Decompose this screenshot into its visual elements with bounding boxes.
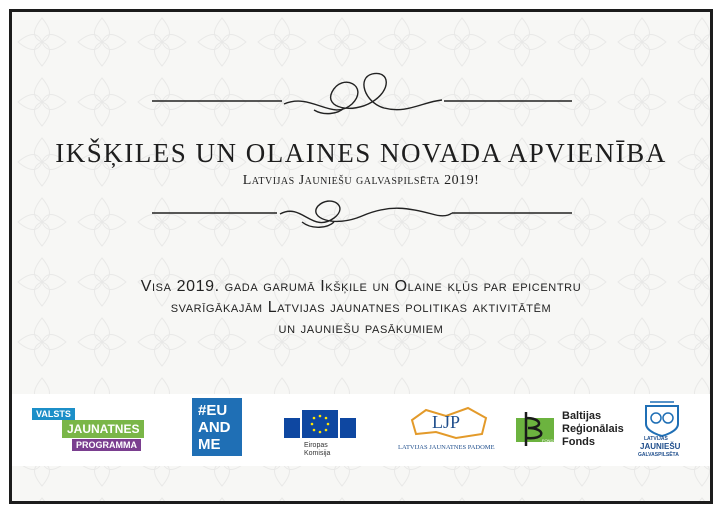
euandme-l2: AND: [198, 419, 231, 436]
vjp-logo-bot: PROGRAMMA: [72, 439, 141, 451]
ljp-logo: [396, 404, 502, 460]
page-title: IKŠĶILES UN OLAINES NOVADA APVIENĪBA: [55, 138, 667, 168]
vjp-logo-mid: JAUNATNES: [62, 420, 144, 438]
ljp-logo-mark: LJP: [432, 412, 461, 432]
ljg-logo-l2: JAUNIEŠU: [640, 442, 681, 451]
ec-logo-l1: Eiropas: [304, 442, 328, 449]
ljg-logo-l3: GALVASPILSĒTA: [638, 452, 679, 458]
brf-logo-l2: Reģionālais: [562, 423, 624, 435]
brf-logo-l3: Fonds: [562, 436, 595, 448]
page-subtitle: Latvijas Jauniešu galvaspilsēta 2019!: [242, 173, 480, 188]
euandme-logo: [192, 398, 242, 456]
vjp-logo: [32, 408, 150, 454]
brf-logo: [514, 408, 634, 456]
body-paragraph: [52, 276, 670, 339]
brf-logo-small: FONDS: [542, 438, 556, 443]
ljg-logo-l1: LATVIJAS: [644, 436, 668, 442]
top-flourish: [152, 73, 572, 113]
ec-building-icon: [282, 400, 360, 440]
body-line: un jauniešu pasākumiem: [278, 320, 444, 337]
ljg-logo: [634, 398, 690, 464]
brf-logo-l1: Baltijas: [562, 410, 602, 422]
ljg-crest-icon: [634, 398, 690, 438]
partner-logos-strip: [12, 394, 710, 466]
certificate-frame: [9, 9, 713, 504]
certificate-content: [12, 12, 710, 501]
body-line: Visa 2019. gada garumā Ikšķile un Olaine kļūs par epicentru: [140, 278, 582, 295]
vjp-logo-top: VALSTS: [32, 408, 75, 420]
body-line: svarīgākajām Latvijas jaunatnes politikas aktivitātēm: [170, 299, 552, 316]
euandme-l1: #EU: [198, 402, 228, 419]
ec-logo-l2: Komisija: [304, 450, 331, 457]
bottom-flourish: [152, 201, 572, 227]
euandme-l3: ME: [198, 436, 221, 453]
ec-logo: [282, 400, 360, 460]
ljp-logo-caption: LATVIJAS JAUNATNES PADOME: [398, 444, 495, 451]
